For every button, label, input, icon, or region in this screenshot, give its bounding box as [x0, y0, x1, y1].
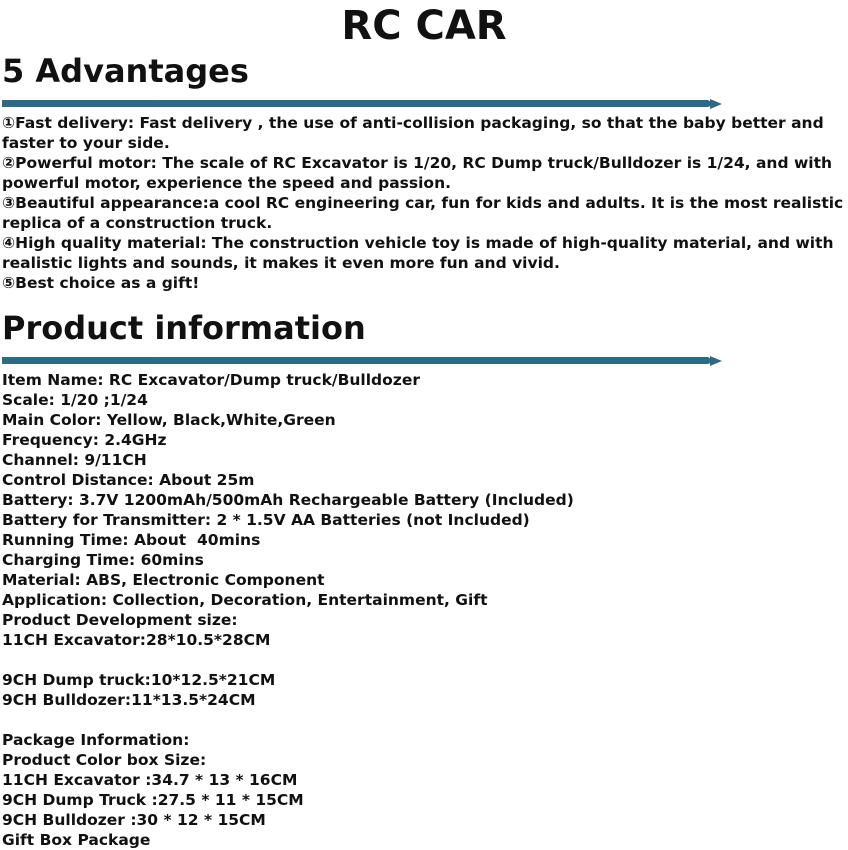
info-line-bulldozer-size: 9CH Bulldozer:11*13.5*24CM — [2, 691, 256, 709]
advantages-list — [2, 113, 844, 293]
advantage-item: ③Beautiful appearance:a cool RC engineering car, fun for kids and adults. It is the most realistic replica of a construction truck. — [2, 194, 844, 232]
info-line-gift-box: Gift Box Package — [2, 831, 151, 849]
info-line-channel: Channel: 9/11CH — [2, 451, 147, 469]
info-line-material: Material: ABS, Electronic Component — [2, 571, 325, 589]
advantage-item: ②Powerful motor: The scale of RC Excavator is 1/20, RC Dump truck/Bulldozer is 1/24, and with powerful motor, experience the speed and passion. — [2, 154, 833, 192]
info-line-color-box-label: Product Color box Size: — [2, 751, 207, 769]
info-line-bulldozer-box: 9CH Bulldozer :30 * 12 * 15CM — [2, 811, 266, 829]
info-line-main-color: Main Color: Yellow, Black,White,Green — [2, 411, 336, 429]
advantages-heading: 5 Advantages — [2, 52, 249, 90]
info-line-running-time: Running Time: About 40mins — [2, 531, 261, 549]
info-line-excavator-box: 11CH Excavator :34.7 * 13 * 16CM — [2, 771, 298, 789]
page-title: RC CAR — [341, 3, 507, 49]
advantage-item: ⑤Best choice as a gift! — [2, 274, 200, 292]
info-line-excavator-size: 11CH Excavator:28*10.5*28CM — [2, 631, 271, 649]
info-line-dump-truck-box: 9CH Dump Truck :27.5 * 11 * 15CM — [2, 791, 304, 809]
info-line-scale: Scale: 1/20 ;1/24 — [2, 391, 148, 409]
info-line-frequency: Frequency: 2.4GHz — [2, 431, 167, 449]
info-line-charging-time: Charging Time: 60mins — [2, 551, 204, 569]
advantage-item: ①Fast delivery: Fast delivery , the use of anti-collision packaging, so that the baby better and faster to your side. — [2, 114, 824, 152]
product-info-divider — [2, 355, 722, 365]
advantages-divider — [2, 98, 722, 108]
info-line-package-label: Package Information: — [2, 731, 190, 749]
advantage-item: ④High quality material: The construction vehicle toy is made of high-quality material, and with realistic lights and sounds, it makes it even more fun and vivid. — [2, 234, 834, 272]
info-line-control-distance: Control Distance: About 25m — [2, 471, 255, 489]
product-info-heading: Product information — [2, 309, 366, 347]
info-line-application: Application: Collection, Decoration, Entertainment, Gift — [2, 591, 488, 609]
info-line-dev-size-label: Product Development size: — [2, 611, 238, 629]
product-info-list — [2, 370, 844, 850]
info-line-blank — [2, 710, 844, 730]
info-line-transmitter-battery: Battery for Transmitter: 2 * 1.5V AA Batteries (not Included) — [2, 511, 530, 529]
info-line-dump-truck-size: 9CH Dump truck:10*12.5*21CM — [2, 671, 276, 689]
info-line-item-name: Item Name: RC Excavator/Dump truck/Bulldozer — [2, 371, 420, 389]
info-line-blank — [2, 650, 844, 670]
info-line-battery: Battery: 3.7V 1200mAh/500mAh Rechargeable Battery (Included) — [2, 491, 574, 509]
